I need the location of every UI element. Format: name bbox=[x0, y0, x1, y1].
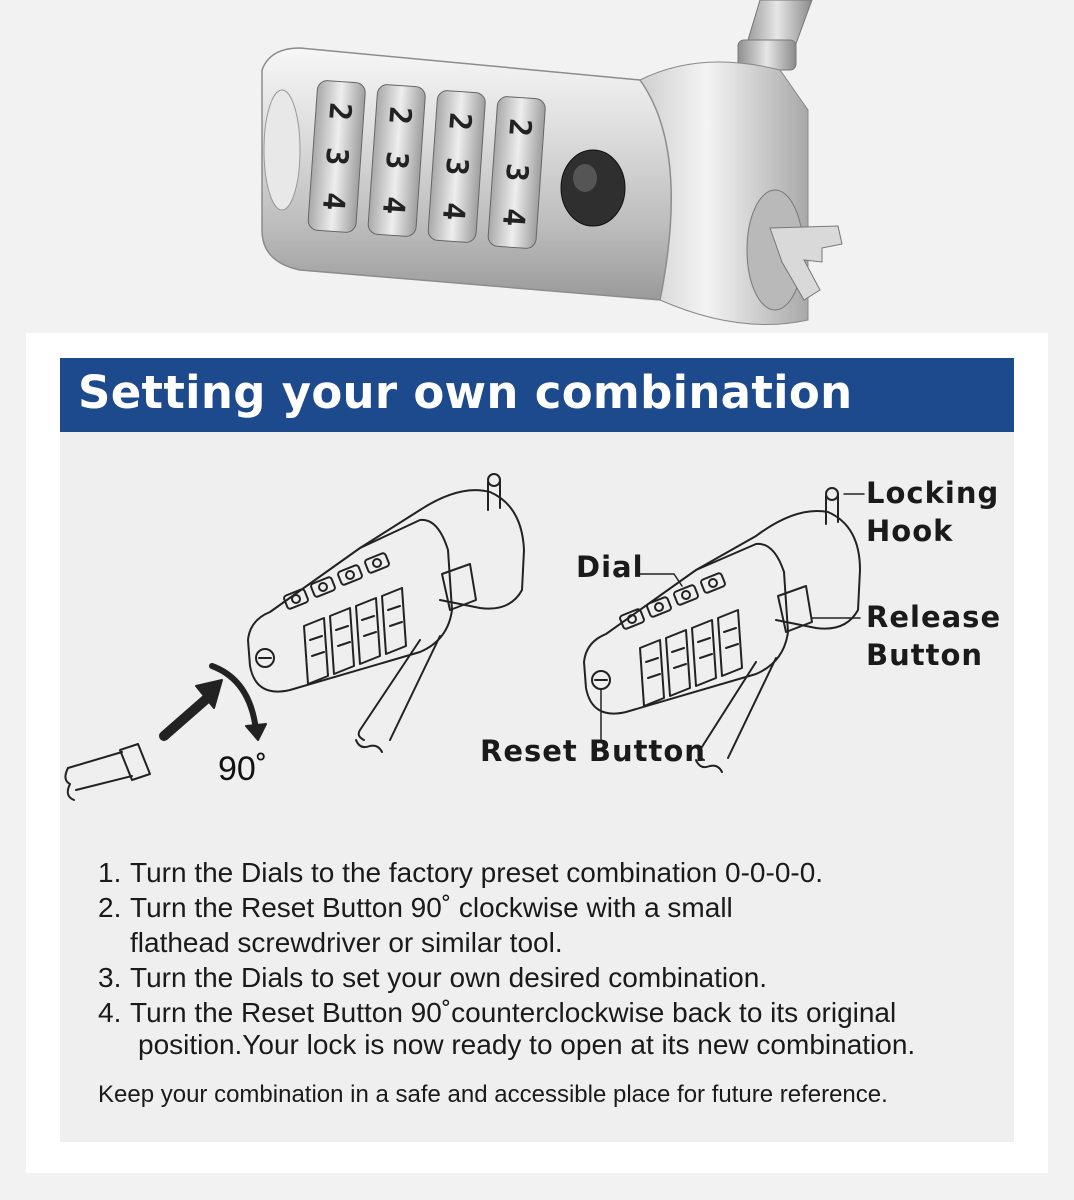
step-text: Turn the Reset Button 90˚counterclockwise back to its original bbox=[130, 997, 897, 1028]
step-4 bbox=[98, 995, 998, 1030]
step-4-continuation: position.Your lock is now ready to open at its new combination. bbox=[138, 1029, 916, 1060]
lock-diagram bbox=[60, 440, 1014, 820]
footnote: Keep your combination in a safe and accessible place for future reference. bbox=[98, 1081, 888, 1108]
lock-drawing-right bbox=[584, 488, 864, 772]
locking-hook-label-line1: Locking bbox=[866, 476, 1000, 510]
step-number: 4. bbox=[98, 997, 122, 1028]
step-text: Turn the Dials to set your own desired combination. bbox=[130, 962, 768, 993]
step-3 bbox=[98, 960, 998, 995]
step-text: Turn the Reset Button 90˚ clockwise with a small bbox=[130, 892, 733, 923]
banner-title: Setting your own combination bbox=[78, 366, 853, 419]
release-button-label-line2: Button bbox=[866, 638, 984, 672]
instruction-steps bbox=[98, 855, 998, 1060]
svg-text:3: 3 bbox=[378, 150, 415, 171]
svg-text:2: 2 bbox=[441, 111, 478, 132]
step-1 bbox=[98, 855, 998, 890]
svg-text:4: 4 bbox=[494, 207, 532, 228]
lock-drawing-left bbox=[65, 474, 524, 800]
reset-button-label: Reset Button bbox=[480, 734, 706, 768]
combination-lock-photo bbox=[0, 0, 1074, 335]
step-text: Turn the Dials to the factory preset combination 0-0-0-0. bbox=[130, 857, 824, 888]
header-banner bbox=[60, 358, 1014, 432]
dial-label: Dial bbox=[576, 550, 644, 584]
svg-text:4: 4 bbox=[314, 191, 352, 212]
product-photo bbox=[0, 0, 1074, 335]
svg-text:4: 4 bbox=[374, 195, 412, 216]
step-2-continuation: flathead screwdriver or similar tool. bbox=[130, 927, 563, 958]
svg-text:3: 3 bbox=[318, 146, 355, 167]
step-number: 3. bbox=[98, 962, 122, 993]
locking-hook-label-line2: Hook bbox=[866, 514, 954, 548]
svg-text:3: 3 bbox=[498, 162, 535, 183]
svg-text:2: 2 bbox=[381, 105, 418, 126]
svg-text:2: 2 bbox=[321, 101, 358, 122]
angle-label: 90˚ bbox=[218, 750, 268, 788]
step-number: 2. bbox=[98, 892, 122, 923]
step-2 bbox=[98, 890, 998, 925]
svg-text:2: 2 bbox=[501, 117, 538, 138]
release-button-label-line1: Release bbox=[866, 600, 1002, 634]
svg-text:4: 4 bbox=[434, 201, 472, 222]
step-number: 1. bbox=[98, 857, 122, 888]
svg-text:3: 3 bbox=[438, 156, 475, 177]
